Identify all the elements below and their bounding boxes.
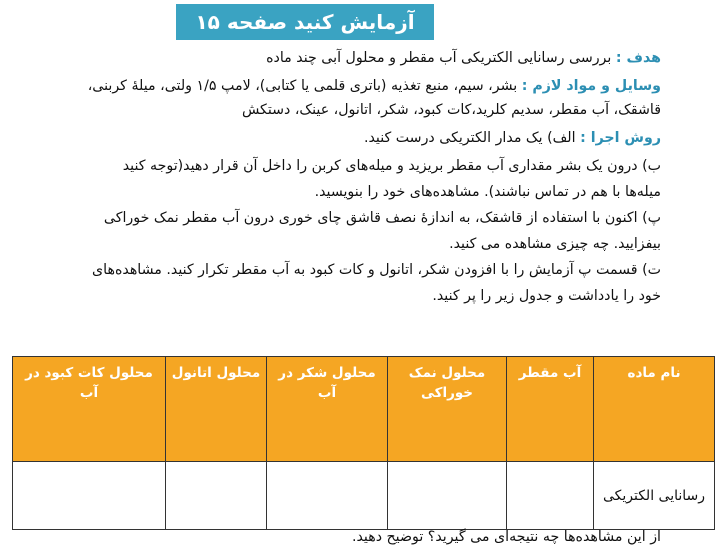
goal-line <box>9 46 661 70</box>
row-label-conductivity: رسانایی الکتریکی <box>594 462 715 530</box>
materials-text-1: بشر، سیم، منبع تغذیه (باتری قلمی یا کتابی)، لامپ ۱/۵ ولتی، میلهٔ کربنی، <box>87 78 518 94</box>
header-distilled-water: آب مقطر <box>507 357 594 462</box>
materials-label: وسایل و مواد لازم : <box>521 78 661 94</box>
conclusion-question: از این مشاهده‌ها چه نتیجه‌ای می گیرید؟ توضیح دهید. <box>351 529 661 545</box>
step-b-line-2: میله‌ها با هم در تماس نباشند). مشاهده‌های خود را بنویسید. <box>314 184 661 200</box>
step-t-line-2: خود را یادداشت و جدول زیر را پر کنید. <box>432 288 661 304</box>
cell-ethanol-solution[interactable] <box>166 462 267 530</box>
goal-text: بررسی رسانایی الکتریکی آب مقطر و محلول آبی چند ماده <box>266 50 612 66</box>
materials-line-2: قاشقک، آب مقطر، سدیم کلرید،کات کبود، شکر، اتانول، عینک، دستکش <box>241 102 661 118</box>
table-header-row <box>13 357 715 462</box>
results-table <box>12 356 715 530</box>
method-text: الف) یک مدار الکتریکی درست کنید. <box>363 130 576 146</box>
cell-sugar-solution[interactable] <box>267 462 388 530</box>
header-salt-solution: محلول نمک خوراکی <box>388 357 507 462</box>
goal-label: هدف : <box>615 50 661 66</box>
header-copper-sulfate-solution: محلول کات کبود در آب <box>13 357 166 462</box>
method-line <box>9 126 661 150</box>
header-ethanol-solution: محلول اتانول <box>166 357 267 462</box>
materials-line-1 <box>9 74 661 98</box>
header-substance-name: نام ماده <box>594 357 715 462</box>
method-label: روش اجرا : <box>580 130 661 146</box>
cell-salt-solution[interactable] <box>388 462 507 530</box>
step-p-line-1: پ) اکنون با استفاده از قاشقک، به اندازهٔ نصف قاشق چای خوری درون آب مقطر نمک خوراکی <box>103 210 661 226</box>
header-sugar-solution: محلول شکر در آب <box>267 357 388 462</box>
step-t-line-1: ت) قسمت پ آزمایش را با افزودن شکر، اتانول و کات کبود به آب مقطر تکرار کنید. مشاهده‌های <box>92 262 661 278</box>
table-row <box>13 462 715 530</box>
cell-copper-sulfate-solution[interactable] <box>13 462 166 530</box>
page-title: آزمایش کنید صفحه ۱۵ <box>176 4 434 40</box>
step-b-line-1: ب) درون یک بشر مقداری آب مقطر بریزید و میله‌های کربن را داخل آن قرار دهید(توجه کنید <box>122 158 661 174</box>
cell-distilled-water[interactable] <box>507 462 594 530</box>
step-p-line-2: بیفزایید. چه چیزی مشاهده می کنید. <box>449 236 661 252</box>
